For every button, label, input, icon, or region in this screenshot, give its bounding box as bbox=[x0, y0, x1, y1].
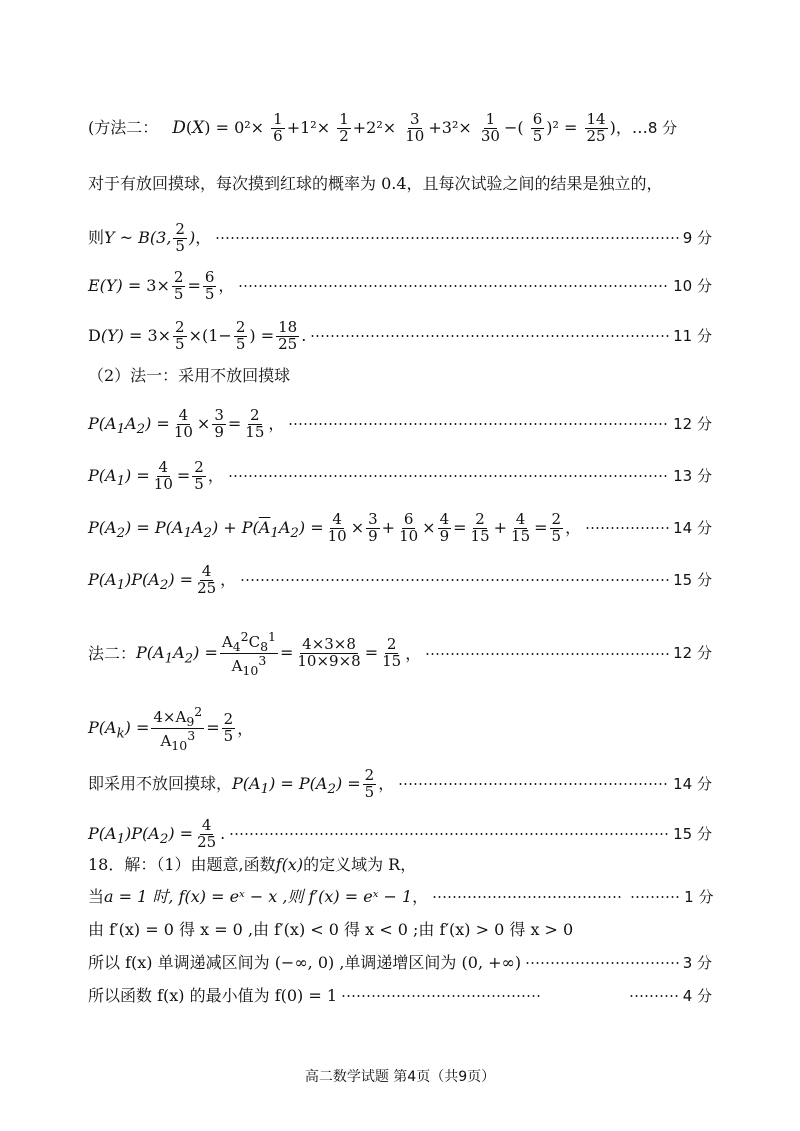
score-label: 12 分 bbox=[673, 644, 712, 663]
derivative-formula: a = 1 时, f(x) = eˣ − x ,则 f′(x) = eˣ − 1 bbox=[104, 887, 413, 906]
p-a1a2-line: $P(A_1A_2)$ = $\frac{4}{10}$ × $\frac{3}{9}$ = $\frac{2}{15}$ ， 12 分 bbox=[88, 406, 712, 441]
p-a1-formula: $P(A_1)$ = $\frac{4}{10}$ = $\frac{2}{5}$ bbox=[88, 458, 204, 493]
dot-leader bbox=[630, 896, 680, 898]
dot-leader bbox=[229, 833, 669, 835]
score-label: 4 分 bbox=[682, 986, 712, 1005]
dot-leader bbox=[525, 962, 679, 964]
dots: … bbox=[631, 118, 648, 138]
expectation-line: E(Y) = 3× $\frac{2}{5}$ = $\frac{6}{5}$ ， 10 分 bbox=[88, 268, 712, 303]
dot-leader bbox=[310, 335, 669, 337]
dot-leader bbox=[629, 995, 679, 997]
p-ak-formula: $P(A_k)$ = $\frac{4\times A_9^2}{A_{10}^3}$ = $\frac{2}{5}$ bbox=[88, 704, 234, 754]
score-label: 12 分 bbox=[673, 414, 712, 433]
score-label: 15 分 bbox=[673, 570, 712, 589]
sign-analysis-line: 由 f′(x) = 0 得 x = 0 ,由 f′(x) < 0 得 x < 0 ;由 f′(x) > 0 得 x > 0 bbox=[88, 920, 574, 939]
line-prefix: (方法二： bbox=[88, 118, 159, 138]
dot-leader bbox=[288, 423, 669, 425]
score-label: 14 分 bbox=[673, 774, 712, 793]
score-label: 11 分 bbox=[673, 326, 712, 345]
method-two-b-line: 法二： $P(A_1A_2)$ = $\frac{A_4^2C_8^1}{A_{10}^3}$ = $\frac{4\times 3\times 8}{10\times 9\times 8}$ = $\frac{2}{15}$ ， 12 分 bbox=[88, 629, 712, 679]
dot-leader bbox=[228, 475, 669, 477]
product-line: $P(A_1)P(A_2)$ = $\frac{4}{25}$ ， 15 分 bbox=[88, 562, 712, 597]
score-label: 1 分 bbox=[684, 887, 714, 906]
binomial-line: 则 Y ~ B(3, $\frac{2}{5}$ ) ， 9 分 bbox=[88, 220, 712, 255]
dot-leader bbox=[238, 285, 669, 287]
product-formula: $P(A_1)P(A_2)$ = $\frac{4}{25}$ bbox=[88, 562, 217, 597]
variance-y-formula: D(Y) = 3× $\frac{2}{5}$ ×(1− $\frac{2}{5}$ ) = $\frac{18}{25}$ bbox=[88, 318, 298, 353]
dot-leader bbox=[585, 527, 669, 529]
product-formula-2: $P(A_1)P(A_2)$ = $\frac{4}{25}$ bbox=[88, 816, 217, 851]
score-label: 14 分 bbox=[673, 518, 712, 537]
arrangement-formula: $P(A_1A_2)$ = $\frac{A_4^2C_8^1}{A_{10}^3}$ = $\frac{4\times 3\times 8}{10\times 9\times 8}$ = $\frac{2}{15}$ bbox=[136, 629, 402, 679]
dot-leader bbox=[432, 896, 622, 898]
dot-leader bbox=[341, 995, 541, 997]
explanation-line: 对于有放回摸球，每次摸到红球的概率为 0.4，且每次试验之间的结果是独立的， bbox=[88, 174, 663, 193]
without-replacement-line: 即采用不放回摸球， $P(A_1) = P(A_2)$ = $\frac{2}{5}$ ， 14 分 bbox=[88, 766, 712, 801]
dot-leader bbox=[425, 653, 669, 655]
score-label: 15 分 bbox=[673, 824, 712, 843]
p-a2-line: $P(A_2) = P(A_1A_2) + P(\overline{A}_1A_2)$ = $\frac{4}{10}$ × $\frac{3}{9}$ + $\frac{6}{10}$ × $\frac{4}{9}$ = $\frac{2}{15}$ + $\frac{4}{15}$ = $\frac{2}{5}$ ， 14 分 bbox=[88, 510, 712, 545]
p-ak-line: $P(A_k)$ = $\frac{4\times A_9^2}{A_{10}^3}$ = $\frac{2}{5}$ ， bbox=[88, 704, 254, 754]
expectation-formula: E(Y) = 3× $\frac{2}{5}$ = $\frac{6}{5}$ bbox=[88, 268, 215, 303]
product-line-2: $P(A_1)P(A_2)$ = $\frac{4}{25}$ . 15 分 bbox=[88, 816, 712, 851]
score-label: 3 分 bbox=[682, 953, 712, 972]
score-label: 9 分 bbox=[682, 228, 712, 247]
binomial-formula: Y ~ B(3, $\frac{2}{5}$ ) bbox=[104, 220, 196, 255]
variance-line: D(Y) = 3× $\frac{2}{5}$ ×(1− $\frac{2}{5}$ ) = $\frac{18}{25}$ . 11 分 bbox=[88, 318, 712, 353]
page-footer: 高二数学试题 第4页（共9页） bbox=[304, 1069, 496, 1085]
score-label: 13 分 bbox=[673, 466, 712, 485]
problem-18-heading: 18．解：（1）由题意,函数 f(x) 的定义域为 R， bbox=[88, 855, 417, 874]
dot-leader bbox=[240, 579, 669, 581]
variance-formula: D(X) = 0²× $\frac{1}{6}$ +1²× $\frac{1}{2}$ +2²× $\frac{3}{10}$ +3²× $\frac{1}{30}$ −( $\frac{6}{5}$ )² = $\frac{14}{25}$ bbox=[172, 110, 606, 145]
p-a1a2-formula: $P(A_1A_2)$ = $\frac{4}{10}$ × $\frac{3}{9}$ = $\frac{2}{15}$ bbox=[88, 406, 265, 441]
part-two-heading: （2）法一：采用不放回摸球 bbox=[88, 366, 291, 385]
derivative-line: 当 a = 1 时, f(x) = eˣ − x ,则 f′(x) = eˣ − 1 ， 1 分 bbox=[88, 887, 714, 906]
p-a2-formula: $P(A_2) = P(A_1A_2) + P(\overline{A}_1A_2)$ = $\frac{4}{10}$ × $\frac{3}{9}$ + $\frac{6}{10}$ × $\frac{4}{9}$ = $\frac{2}{15}$ + $\frac{4}{15}$ = $\frac{2}{5}$ bbox=[88, 510, 562, 545]
method-two-line: (方法二： D(X) = 0²× $\frac{1}{6}$ +1²× $\frac{1}{2}$ +2²× $\frac{3}{10}$ +3²× $\frac{1}{30}$ −( $\frac{6}{5}$ )² = $\frac{14}{25}$ )， … 8 分 bbox=[88, 110, 678, 145]
equal-probability-formula: $P(A_1) = P(A_2)$ = $\frac{2}{5}$ bbox=[232, 766, 375, 801]
p-a1-line: $P(A_1)$ = $\frac{4}{10}$ = $\frac{2}{5}$ ， 13 分 bbox=[88, 458, 712, 493]
score-label: 8 分 bbox=[647, 118, 678, 137]
dot-leader bbox=[398, 783, 669, 785]
monotonic-interval-line: 所以 f(x) 单调递减区间为 (−∞, 0) ,单调递增区间为 (0, +∞) 3 分 bbox=[88, 953, 712, 972]
dot-leader bbox=[215, 237, 678, 239]
minimum-value-line: 所以函数 f(x) 的最小值为 f(0) = 1 4 分 bbox=[88, 986, 712, 1005]
score-label: 10 分 bbox=[673, 276, 712, 295]
